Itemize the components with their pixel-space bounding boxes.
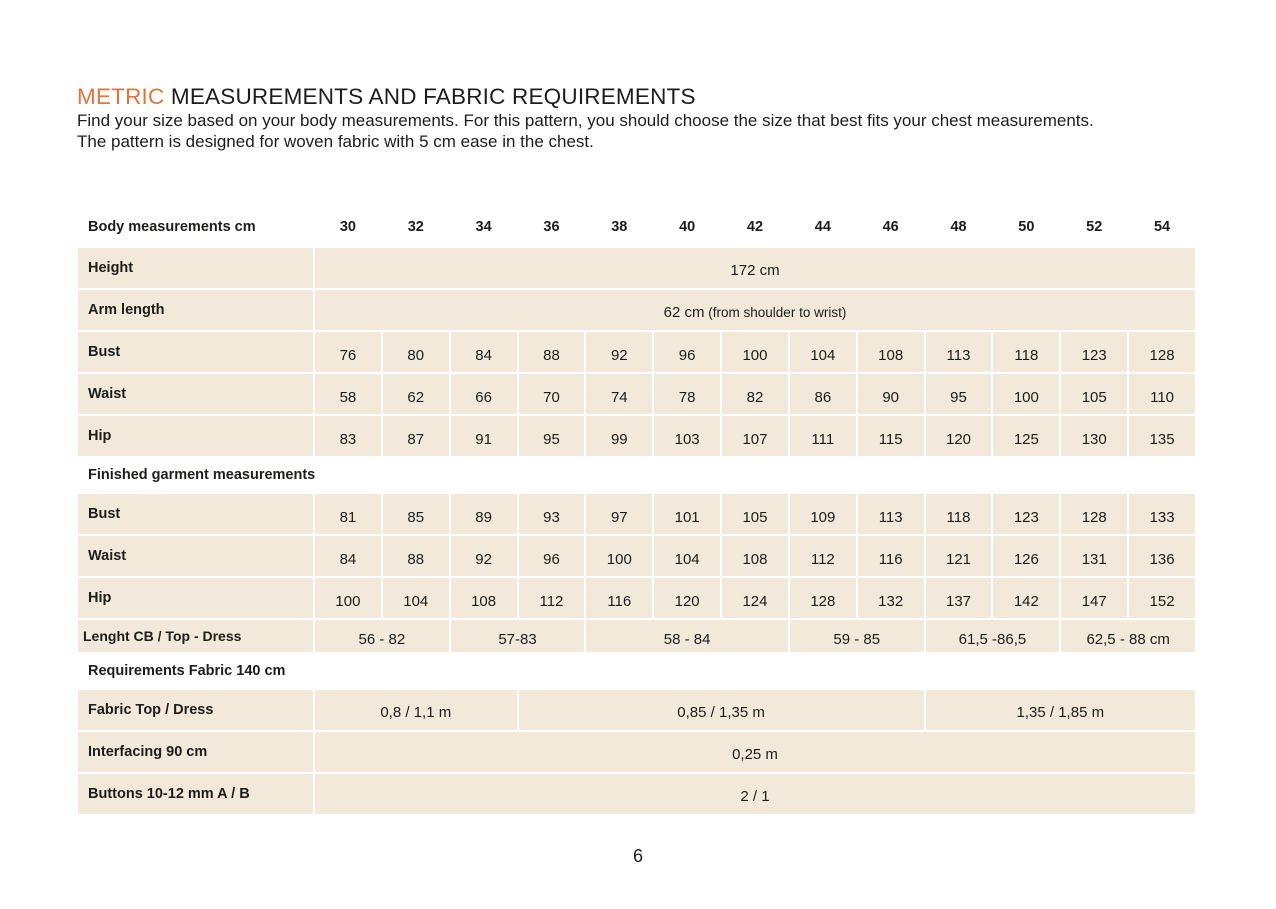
buttons-row xyxy=(78,774,1195,814)
size-col-header: 34 xyxy=(475,219,492,235)
table-cell: 104 xyxy=(383,578,449,618)
fabric-group-cell: 1,35 / 1,85 m xyxy=(926,690,1195,730)
table-cell: 120 xyxy=(654,578,720,618)
table-cell: 126 xyxy=(993,536,1059,576)
body-waist-row xyxy=(78,374,1195,414)
length-group-cell: 62,5 - 88 cm xyxy=(1061,620,1195,652)
table-cell: 133 xyxy=(1129,494,1195,534)
size-col-header: 54 xyxy=(1153,219,1171,235)
table-cell: 70 xyxy=(519,374,585,414)
table-cell: 76 xyxy=(315,332,381,372)
table-cell: 96 xyxy=(654,332,720,372)
table-cell: 107 xyxy=(722,416,788,456)
row-label: Height xyxy=(78,248,313,288)
table-cell: 124 xyxy=(722,578,788,618)
table-cell: 84 xyxy=(451,332,517,372)
fabric-section-row xyxy=(78,654,1195,688)
table-cell: 92 xyxy=(451,536,517,576)
table-cell: 104 xyxy=(654,536,720,576)
table-cell: 147 xyxy=(1061,578,1127,618)
table-cell: 105 xyxy=(1061,374,1127,414)
table-cell: 74 xyxy=(586,374,652,414)
table-cell: 87 xyxy=(383,416,449,456)
table-cell: 66 xyxy=(451,374,517,414)
table-cell: 108 xyxy=(858,332,924,372)
table-cell: 91 xyxy=(451,416,517,456)
table-cell: 116 xyxy=(586,578,652,618)
interfacing-row xyxy=(78,732,1195,772)
size-col-header: 38 xyxy=(611,219,628,235)
table-cell: 112 xyxy=(790,536,856,576)
table-cell: 80 xyxy=(383,332,449,372)
length-row xyxy=(78,620,1195,652)
row-label: Bust xyxy=(78,494,313,534)
interfacing-value: 0,25 m xyxy=(315,732,1195,772)
table-cell: 99 xyxy=(586,416,652,456)
length-group-cell: 61,5 -86,5 xyxy=(926,620,1060,652)
size-chart-table xyxy=(76,206,1197,816)
size-col-header: 40 xyxy=(679,219,696,235)
table-cell: 130 xyxy=(1061,416,1127,456)
size-col-header: 46 xyxy=(882,219,899,235)
table-cell: 105 xyxy=(722,494,788,534)
table-cell: 112 xyxy=(519,578,585,618)
table-cell: 85 xyxy=(383,494,449,534)
length-group-cell: 58 - 84 xyxy=(586,620,788,652)
size-col-header: 32 xyxy=(407,219,424,235)
table-cell: 95 xyxy=(519,416,585,456)
size-col-header: 36 xyxy=(543,219,560,235)
table-cell: 123 xyxy=(1061,332,1127,372)
table-cell: 62 xyxy=(383,374,449,414)
table-cell: 108 xyxy=(722,536,788,576)
length-group-cell: 59 - 85 xyxy=(790,620,924,652)
table-cell: 109 xyxy=(790,494,856,534)
fabric-row xyxy=(78,690,1195,730)
table-cell: 89 xyxy=(451,494,517,534)
table-cell: 142 xyxy=(993,578,1059,618)
page-number: 6 xyxy=(632,846,643,866)
row-label: Hip xyxy=(78,416,313,456)
arm-length-note: (from shoulder to wrist) xyxy=(704,304,847,320)
height-value: 172 cm xyxy=(315,248,1195,288)
finished-section-row xyxy=(78,458,1195,492)
row-label: Interfacing 90 cm xyxy=(78,732,313,772)
row-label: Waist xyxy=(78,536,313,576)
header-label: Body measurements cm xyxy=(88,219,256,235)
table-cell: 97 xyxy=(586,494,652,534)
fabric-group-cell: 0,8 / 1,1 m xyxy=(315,690,517,730)
intro-line-2: The pattern is designed for woven fabric with 5 cm ease in the chest. xyxy=(77,132,594,151)
table-cell: 121 xyxy=(926,536,992,576)
height-row xyxy=(78,248,1195,288)
table-cell: 118 xyxy=(993,332,1059,372)
table-cell: 108 xyxy=(451,578,517,618)
row-label: Hip xyxy=(78,578,313,618)
table-cell: 125 xyxy=(993,416,1059,456)
size-col-header: 42 xyxy=(746,219,764,235)
section-heading: Finished garment measurements xyxy=(88,467,316,483)
table-cell: 83 xyxy=(315,416,381,456)
row-label: Fabric Top / Dress xyxy=(78,690,313,730)
table-cell: 86 xyxy=(790,374,856,414)
table-cell: 93 xyxy=(519,494,585,534)
table-cell: 100 xyxy=(722,332,788,372)
table-cell: 137 xyxy=(926,578,992,618)
arm-length-value: 62 cm xyxy=(663,303,705,321)
section-heading: Requirements Fabric 140 cm xyxy=(88,663,286,679)
table-cell: 84 xyxy=(315,536,381,576)
title-accent: METRIC xyxy=(77,84,165,109)
table-cell: 103 xyxy=(654,416,720,456)
size-col-header: 44 xyxy=(814,219,831,235)
table-cell: 120 xyxy=(926,416,992,456)
table-cell: 113 xyxy=(858,494,924,534)
finished-waist-row xyxy=(78,536,1195,576)
table-cell: 135 xyxy=(1129,416,1195,456)
table-cell: 136 xyxy=(1129,536,1195,576)
table-cell: 110 xyxy=(1129,374,1195,414)
table-cell: 88 xyxy=(519,332,585,372)
table-cell: 104 xyxy=(790,332,856,372)
table-cell: 92 xyxy=(586,332,652,372)
table-cell: 132 xyxy=(858,578,924,618)
table-cell: 82 xyxy=(722,374,788,414)
intro-line-1: Find your size based on your body measurements. For this pattern, you should choose the size that best fits your chest measurements. xyxy=(77,111,1094,130)
size-col-header: 48 xyxy=(950,219,967,235)
table-cell: 81 xyxy=(315,494,381,534)
table-cell: 118 xyxy=(926,494,992,534)
row-label: Lenght CB / Top - Dress xyxy=(78,620,313,652)
finished-bust-row xyxy=(78,494,1195,534)
table-cell: 128 xyxy=(1129,332,1195,372)
table-cell: 101 xyxy=(654,494,720,534)
table-cell: 96 xyxy=(519,536,585,576)
table-cell: 100 xyxy=(993,374,1059,414)
size-col-header: 30 xyxy=(339,219,356,235)
size-col-header: 50 xyxy=(1018,219,1035,235)
row-label: Arm length xyxy=(78,290,313,330)
row-label: Bust xyxy=(78,332,313,372)
table-cell: 90 xyxy=(858,374,924,414)
table-cell: 116 xyxy=(858,536,924,576)
page-title xyxy=(77,84,696,110)
body-hip-row xyxy=(78,416,1195,456)
row-label: Buttons 10-12 mm A / B xyxy=(78,774,313,814)
size-col-header: 52 xyxy=(1086,219,1103,235)
table-cell: 111 xyxy=(790,416,856,456)
length-group-cell: 57-83 xyxy=(451,620,585,652)
table-cell: 128 xyxy=(790,578,856,618)
body-bust-row xyxy=(78,332,1195,372)
table-cell: 128 xyxy=(1061,494,1127,534)
table-cell: 115 xyxy=(858,416,924,456)
table-cell: 58 xyxy=(315,374,381,414)
arm-length-cell xyxy=(315,290,1195,330)
table-cell: 88 xyxy=(383,536,449,576)
fabric-group-cell: 0,85 / 1,35 m xyxy=(519,690,924,730)
table-cell: 100 xyxy=(586,536,652,576)
finished-hip-row xyxy=(78,578,1195,618)
table-cell: 95 xyxy=(926,374,992,414)
buttons-value: 2 / 1 xyxy=(315,774,1195,814)
table-cell: 100 xyxy=(315,578,381,618)
intro-text xyxy=(77,110,1094,152)
arm-length-row xyxy=(78,290,1195,330)
size-header-row xyxy=(78,208,1195,246)
title-rest: MEASUREMENTS AND FABRIC REQUIREMENTS xyxy=(164,84,696,109)
table-cell: 152 xyxy=(1129,578,1195,618)
table-cell: 113 xyxy=(926,332,992,372)
row-label: Waist xyxy=(78,374,313,414)
table-cell: 78 xyxy=(654,374,720,414)
length-group-cell: 56 - 82 xyxy=(315,620,449,652)
table-cell: 123 xyxy=(993,494,1059,534)
table-cell: 131 xyxy=(1061,536,1127,576)
